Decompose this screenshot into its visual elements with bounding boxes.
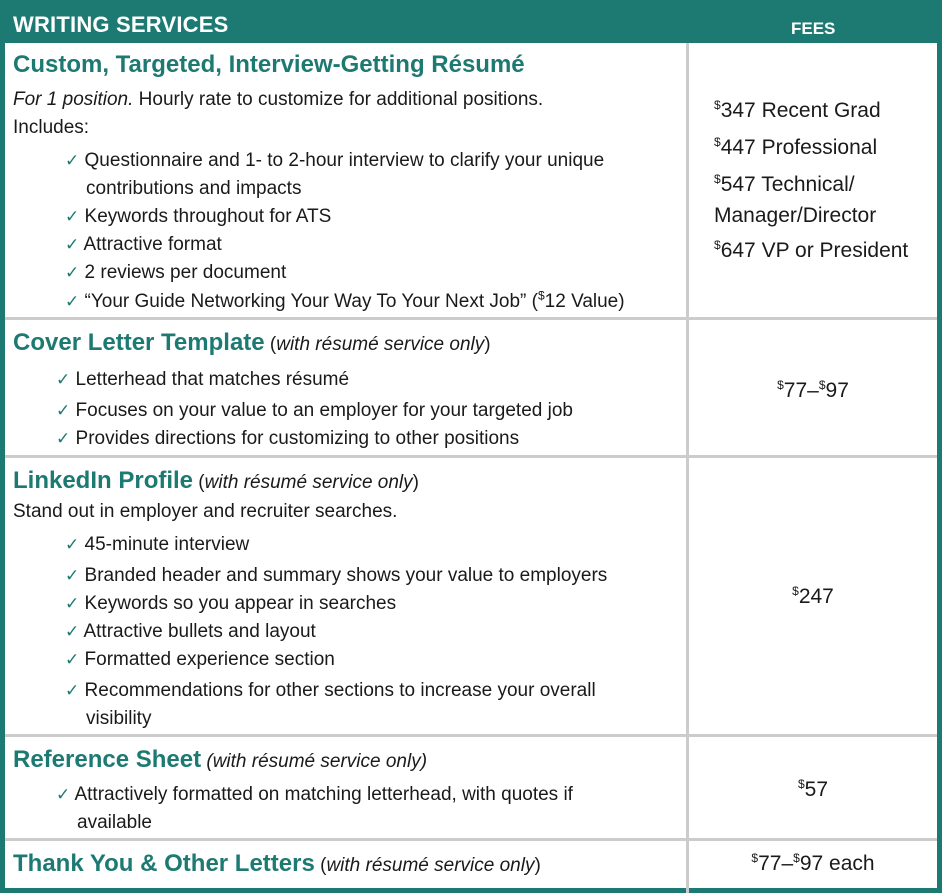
check-icon: ✓: [65, 207, 80, 226]
check-icon: ✓: [65, 594, 80, 613]
check-icon: ✓: [65, 235, 80, 254]
check-icon: ✓: [65, 650, 80, 669]
list-item: ✓ 45-minute interview: [65, 534, 250, 555]
service-title: LinkedIn Profile: [13, 467, 194, 494]
list-item: ✓ Branded header and summary shows your value to employers: [65, 565, 608, 586]
service-intro: For 1 position. Hourly rate to customize for additional positions.: [13, 89, 544, 110]
service-heading: Cover Letter Template (with résumé service only): [13, 329, 491, 356]
service-heading: Thank You & Other Letters (with résumé service only): [13, 850, 541, 877]
check-icon: ✓: [56, 429, 71, 448]
check-icon: ✓: [56, 401, 71, 420]
table-header: [5, 5, 937, 43]
check-icon: ✓: [65, 681, 80, 700]
service-title: Cover Letter Template: [13, 329, 265, 356]
list-item-continuation: contributions and impacts: [86, 178, 302, 199]
list-item: ✓ Letterhead that matches résumé: [56, 369, 350, 390]
fee-recent-grad: $347 Recent Grad: [714, 98, 881, 122]
fee-technical-continuation: Manager/Director: [714, 204, 877, 227]
check-icon: ✓: [56, 785, 71, 804]
service-heading: Reference Sheet (with résumé service only): [13, 746, 428, 773]
list-item: ✓ Keywords so you appear in searches: [65, 593, 397, 614]
fee-professional: $447 Professional: [714, 135, 878, 159]
list-item-continuation: available: [77, 812, 152, 833]
list-item: ✓ Attractive format: [65, 234, 222, 255]
fee-linkedin: $247: [792, 584, 834, 608]
service-title: Thank You & Other Letters: [13, 850, 315, 877]
service-includes-label: Includes:: [13, 117, 90, 138]
list-item: ✓ “Your Guide Networking Your Way To Your Next Job” ($12 Value): [65, 291, 625, 312]
list-item: ✓ Provides directions for customizing to other positions: [56, 428, 520, 449]
header-title: WRITING SERVICES: [13, 12, 229, 37]
service-intro: Stand out in employer and recruiter searches.: [13, 501, 398, 522]
check-icon: ✓: [65, 292, 80, 311]
fee-technical: $547 Technical/: [714, 172, 855, 196]
fee-cover-letter: $77–$97: [777, 378, 849, 402]
check-icon: ✓: [65, 622, 80, 641]
list-item: ✓ Recommendations for other sections to increase your overall: [65, 680, 596, 701]
list-item: ✓ 2 reviews per document: [65, 262, 287, 283]
fee-reference-sheet: $57: [797, 777, 829, 801]
list-item-continuation: visibility: [86, 708, 152, 729]
list-item: ✓ Questionnaire and 1- to 2-hour interview to clarify your unique: [65, 150, 605, 171]
service-title: Custom, Targeted, Interview-Getting Résumé: [13, 51, 525, 78]
fee-thank-you: $77–$97 each: [751, 851, 875, 875]
service-row-reference-sheet: [5, 736, 937, 840]
service-row-linkedin: [5, 457, 937, 736]
service-row-thank-you: [5, 840, 937, 893]
service-row-cover-letter: [5, 319, 937, 457]
list-item: ✓ Attractive bullets and layout: [65, 621, 316, 642]
check-icon: ✓: [65, 535, 80, 554]
service-row-resume: [5, 43, 937, 319]
header-fees-label: FEES: [791, 19, 836, 38]
list-item: ✓ Focuses on your value to an employer for your targeted job: [56, 400, 573, 421]
check-icon: ✓: [65, 566, 80, 585]
check-icon: ✓: [56, 370, 71, 389]
list-item: ✓ Attractively formatted on matching letterhead, with quotes if: [56, 784, 573, 805]
service-heading: LinkedIn Profile (with résumé service only): [13, 467, 419, 494]
check-icon: ✓: [65, 151, 80, 170]
list-item: ✓ Keywords throughout for ATS: [65, 206, 332, 227]
check-icon: ✓: [65, 263, 80, 282]
service-title: Reference Sheet: [13, 746, 202, 773]
list-item: ✓ Formatted experience section: [65, 649, 335, 670]
fee-vp-president: $647 VP or President: [714, 238, 909, 262]
